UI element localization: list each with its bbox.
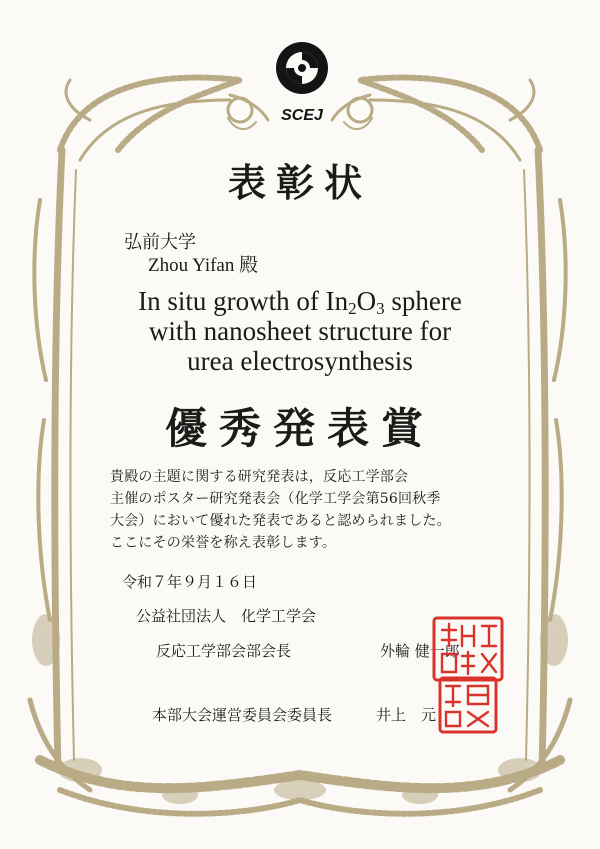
citation-line: 大会）において優れた発表であると認められました。: [110, 513, 451, 529]
paper-title: [90, 286, 510, 376]
recipient-name: Zhou Yifan 殿: [148, 255, 259, 276]
logo-text: SCEJ: [281, 107, 323, 124]
citation-line: 貴殿の主題に関する研究発表は，反応工学部会: [110, 469, 409, 485]
award-name: 優秀発表賞: [164, 404, 435, 453]
official-seal-icon: [430, 616, 506, 734]
organization-name: 公益社団法人 化学工学会: [136, 607, 317, 625]
scej-logo: [272, 40, 332, 126]
citation-line: 主催のポスター研究発表会（化学工学会第56回秋季: [110, 491, 441, 507]
signatory-name: 井上 元: [376, 706, 437, 724]
signatory-name: 外輪 健一郎: [380, 642, 460, 660]
scej-logo-icon: [272, 40, 332, 126]
paper-title-line2: with nanosheet structure for: [148, 316, 452, 346]
citation-text: [110, 466, 510, 554]
signatory-role: 反応工学部会部会長: [156, 642, 292, 660]
certificate-title: 表彰状: [227, 160, 372, 205]
recipient-university: 弘前大学: [124, 232, 196, 253]
paper-title-line1: In situ growth of $In_2O_3$ sphere: [138, 286, 462, 318]
award-date: 令和７年９月１６日: [122, 573, 258, 591]
citation-line: ここにその栄誉を称え表彰します。: [110, 535, 337, 551]
signatory-role: 本部大会運営委員会委員長: [152, 706, 333, 724]
paper-title-line3: urea electrosynthesis: [187, 346, 413, 376]
